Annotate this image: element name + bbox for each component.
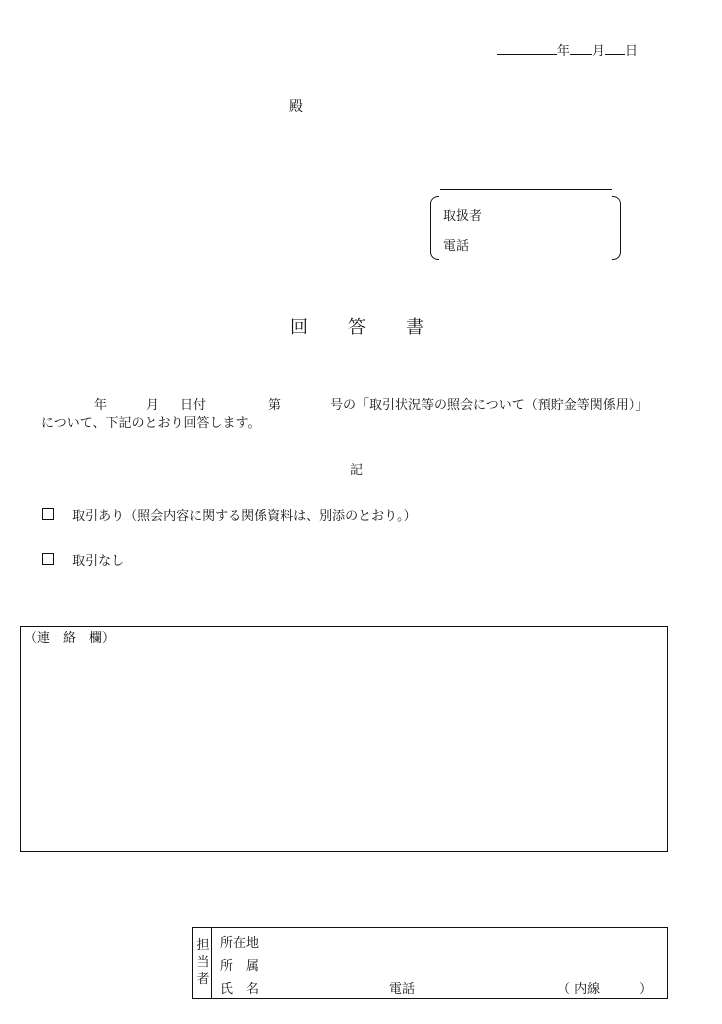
- date-line: [497, 40, 638, 59]
- person-extension-label: （ 内線 ）: [557, 982, 653, 997]
- title-char-2: 答: [348, 317, 366, 338]
- ref-month: 月: [146, 398, 160, 413]
- date-year-blank[interactable]: [497, 42, 557, 55]
- ref-sentence: 号の「取引状況等の照会について（預貯金等関係用）」: [330, 398, 649, 413]
- person-in-charge-table: [192, 927, 668, 999]
- person-side-char-2: 当: [196, 955, 210, 970]
- person-side-column: [193, 928, 212, 998]
- option-no-checkbox[interactable]: [42, 553, 54, 565]
- ref-day: 日付: [180, 398, 207, 413]
- ref-no-prefix: 第: [268, 398, 282, 413]
- title-char-3: 書: [406, 317, 424, 338]
- date-month-blank[interactable]: [570, 42, 592, 55]
- person-dept-label: 所 属: [220, 959, 260, 974]
- handler-person-label: 取扱者: [443, 209, 483, 224]
- date-day-blank[interactable]: [605, 42, 625, 55]
- handler-bracket-right: [612, 196, 621, 260]
- option-yes-checkbox[interactable]: [42, 508, 54, 520]
- person-side-char-3: 者: [196, 972, 210, 987]
- addressee-suffix: 殿: [289, 99, 303, 115]
- option-yes-label: 取引あり（照会内容に関する関係資料は、別添のとおり。）: [72, 509, 417, 524]
- contact-box[interactable]: [20, 626, 668, 852]
- title-char-1: 回: [290, 317, 308, 338]
- contact-label: （連 絡 欄）: [24, 631, 116, 646]
- person-phone-label: 電話: [389, 982, 416, 997]
- handler-top-line: [440, 189, 612, 190]
- ref-year: 年: [94, 398, 108, 413]
- ref-sentence-continued: について、下記のとおり回答します。: [41, 416, 261, 431]
- ki-label: 記: [350, 463, 364, 478]
- date-day-label: 日: [625, 44, 639, 59]
- option-transaction-no: [42, 550, 124, 569]
- handler-bracket-left: [430, 196, 439, 260]
- option-no-label: 取引なし: [72, 554, 125, 569]
- date-year-label: 年: [557, 44, 571, 59]
- date-month-label: 月: [592, 44, 606, 59]
- person-address-label: 所在地: [220, 936, 260, 951]
- handler-phone-label: 電話: [443, 239, 470, 254]
- option-transaction-yes: [42, 505, 417, 524]
- person-side-char-1: 担: [196, 938, 210, 953]
- person-name-label: 氏 名: [220, 982, 260, 997]
- document-title: [290, 313, 424, 339]
